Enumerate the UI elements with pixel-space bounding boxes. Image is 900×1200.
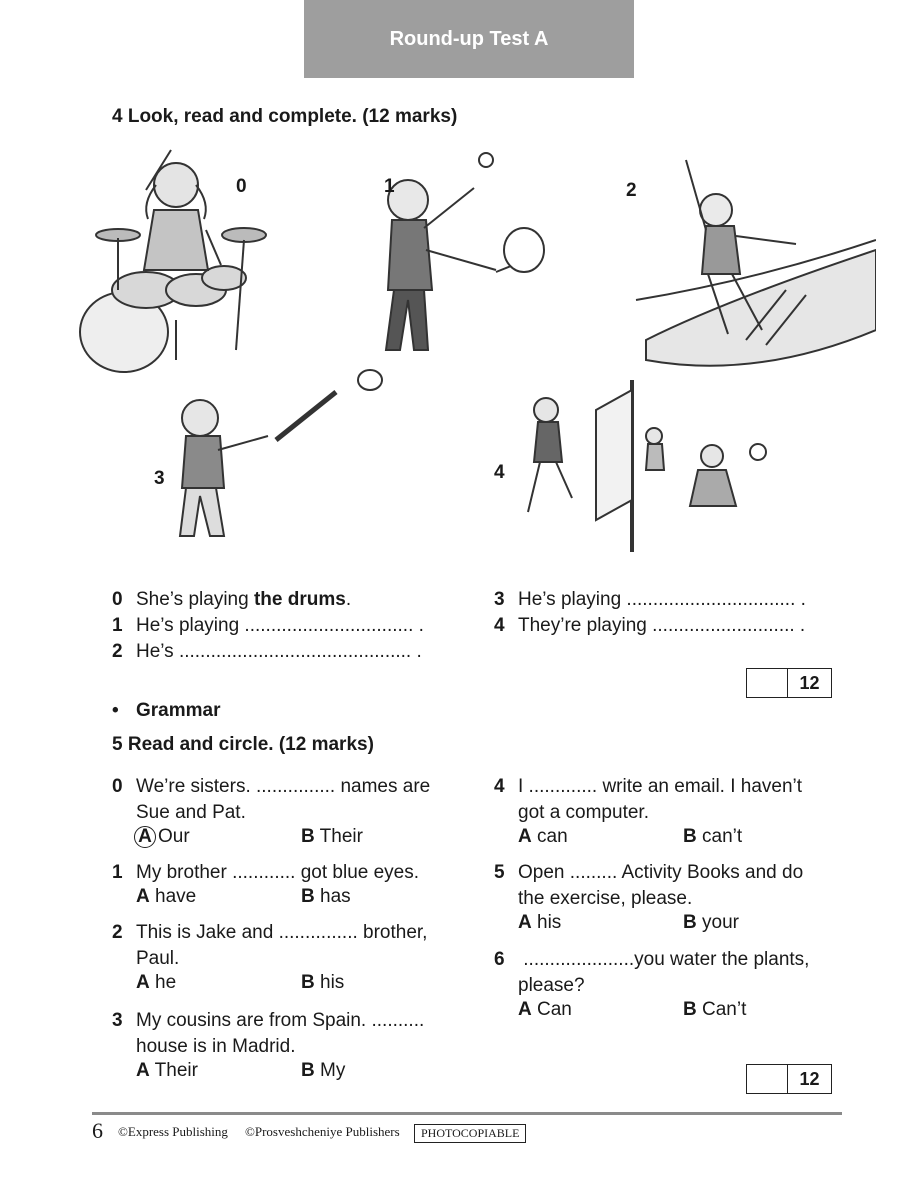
water-skier-illustration (636, 160, 876, 366)
ex4-item-3: 3 He’s playing ................................ . (494, 589, 806, 610)
ex5-total-marks: 12 (799, 1068, 820, 1089)
option-a[interactable]: A have (136, 886, 197, 907)
volleyball-illustration (528, 380, 766, 552)
test-title-tab (304, 0, 634, 78)
option-a[interactable]: A Can (518, 999, 572, 1020)
footer-divider (92, 1112, 842, 1115)
option-b[interactable]: B can’t (683, 826, 743, 847)
option-a[interactable]: A he (136, 972, 177, 993)
ex4-item-2: 2 He’s ............................................ . (112, 641, 422, 662)
option-a[interactable]: A can (518, 826, 568, 847)
copyright-express: ©Express Publishing (118, 1124, 228, 1139)
grammar-section-label: • Grammar (112, 700, 221, 721)
ex5-question-0: 0 We’re sisters. ............... names are Sue and Pat. A Our B Their (112, 776, 431, 847)
baseball-batter-illustration (180, 370, 382, 536)
option-a[interactable]: A Our (134, 826, 190, 848)
score-entry-field[interactable] (747, 669, 788, 697)
picture-label-4: 4 (494, 462, 505, 483)
ex4-total-marks: 12 (799, 672, 820, 693)
bullet: • (112, 700, 119, 721)
test-title: Round-up Test A (389, 27, 549, 50)
exercise-4-heading: 4 Look, read and complete. (12 marks) (112, 106, 458, 127)
picture-label-0: 0 (236, 176, 247, 197)
copyright-prosveshcheniye: ©Prosveshcheniye Publishers (245, 1124, 400, 1139)
option-b[interactable]: B his (301, 972, 345, 993)
picture-label-2: 2 (626, 180, 637, 201)
ex5-question-1: 1 My brother ............ got blue eyes. A have B has (112, 862, 420, 907)
exercise-5-heading: 5 Read and circle. (12 marks) (112, 734, 374, 755)
ex5-question-4: 4 I ............. write an email. I haven’t got a computer. A can B can’t (494, 776, 803, 847)
tennis-player-illustration (386, 153, 544, 350)
answer-blank[interactable]: He’s playing ................................ . (136, 615, 424, 636)
option-b[interactable]: B your (683, 912, 739, 933)
score-entry-field[interactable] (747, 1065, 788, 1093)
answer-blank[interactable]: He’s playing ................................ . (518, 589, 806, 610)
circled-answer: A (134, 826, 156, 848)
ex5-question-6: 6 .....................you water the plants, please? A Can B Can’t (494, 949, 810, 1020)
sports-illustrations (76, 140, 876, 560)
picture-label-3: 3 (154, 468, 165, 489)
photocopiable-label: PHOTOCOPIABLE (414, 1124, 526, 1143)
page-number: 6 (92, 1118, 103, 1143)
option-a[interactable]: A Their (136, 1060, 198, 1081)
ex5-question-5: 5 Open ......... Activity Books and do the exercise, please. A his B your (494, 862, 804, 933)
picture-label-1: 1 (384, 176, 395, 197)
ex4-item-0: 0 She’s playing the drums. (112, 589, 352, 610)
ex5-score-box (746, 1064, 832, 1094)
ex4-score-box (746, 668, 832, 698)
option-b[interactable]: B Can’t (683, 999, 747, 1020)
ex5-question-2: 2 This is Jake and ............... brother, Paul. A he B his (112, 922, 428, 993)
answer-blank[interactable]: They’re playing ........................... . (518, 615, 806, 636)
option-a[interactable]: A his (518, 912, 562, 933)
answer-blank[interactable]: He’s ............................................ . (136, 641, 422, 662)
ex4-item-0-answer: the drums (253, 589, 346, 610)
option-b[interactable]: B has (301, 886, 351, 907)
option-b[interactable]: B My (301, 1060, 346, 1081)
ex4-item-1: 1 He’s playing ................................ . (112, 615, 424, 636)
ex5-question-3: 3 My cousins are from Spain. .......... house is in Madrid. A Their B My (112, 1010, 425, 1081)
ex4-item-4: 4 They’re playing ........................... . (494, 615, 806, 636)
option-b[interactable]: B Their (301, 826, 363, 847)
